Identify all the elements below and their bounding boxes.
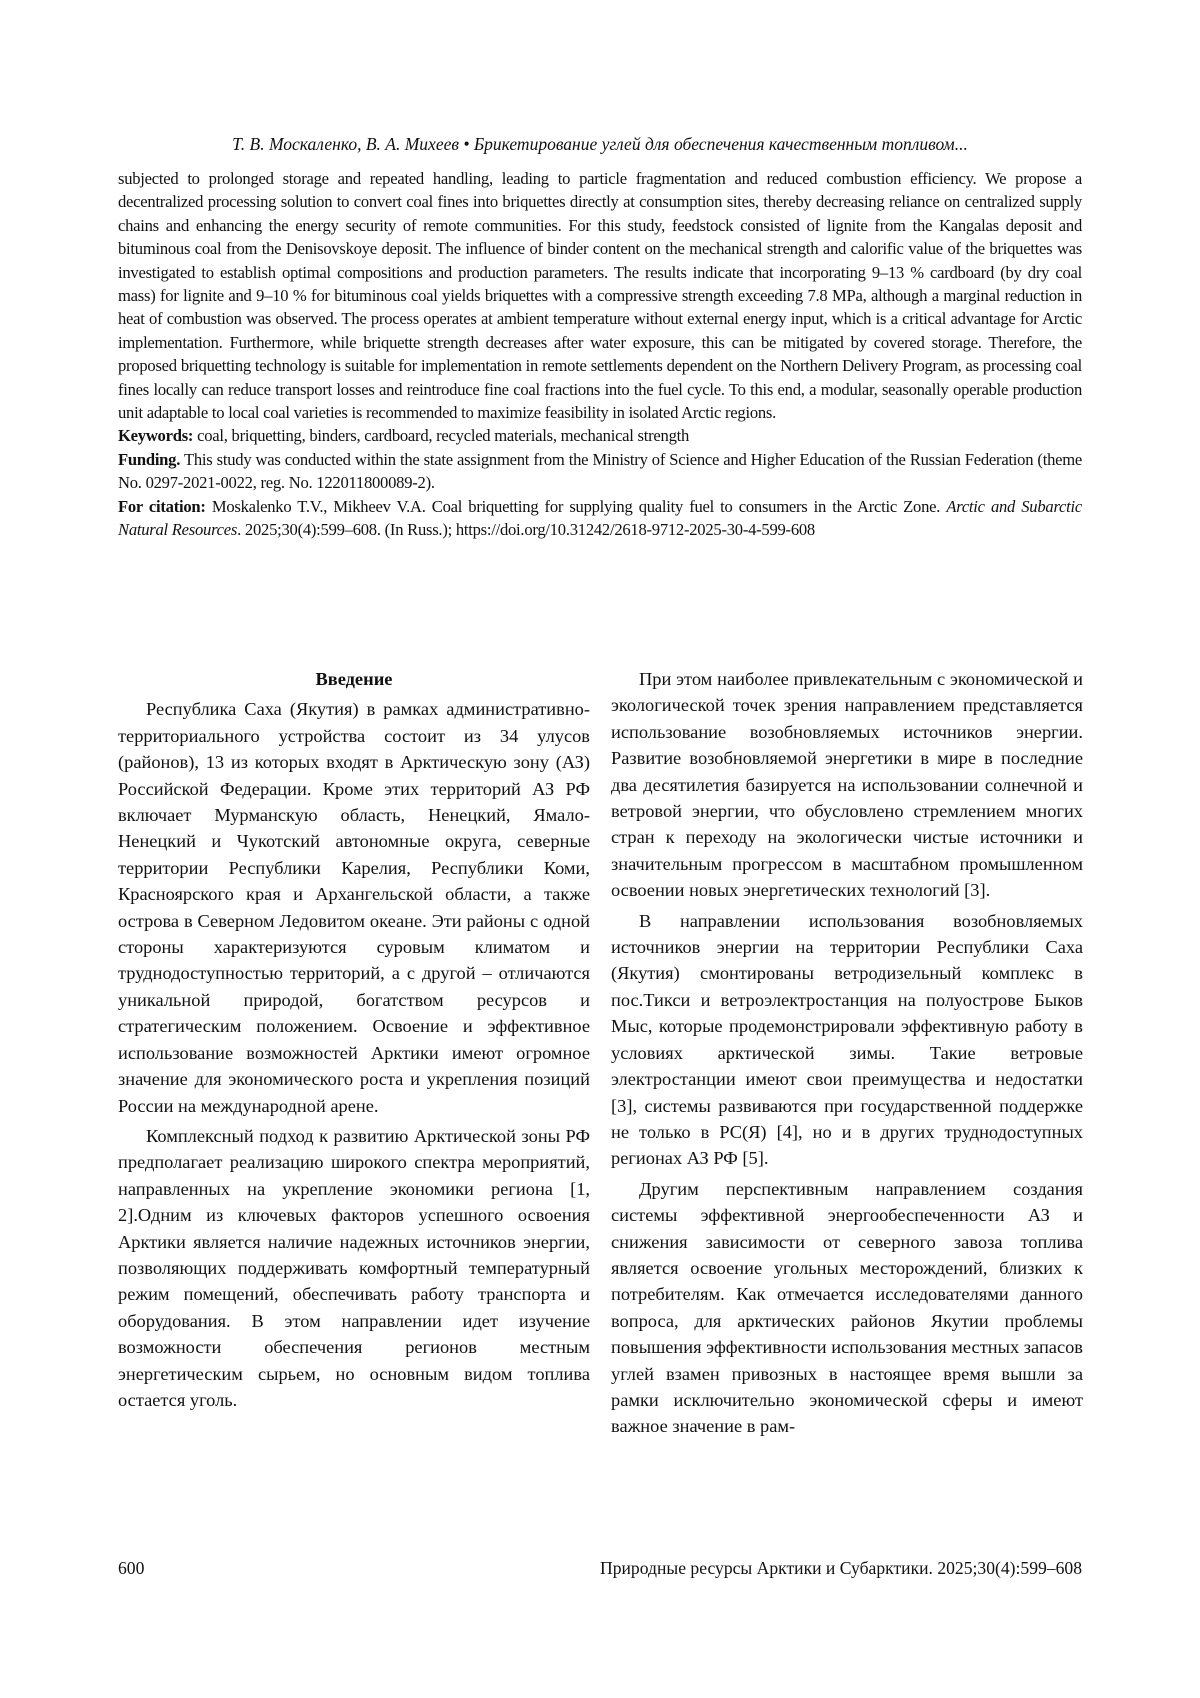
footer-journal-title: Природные ресурсы Арктики и Субарктики. 2025;30(4):599–608 (600, 1558, 1082, 1578)
keywords-label: Keywords: (118, 426, 194, 446)
funding-text: This study was conducted within the state assignment from the Ministry of Science and Higher Education of the Russian Federation (theme No. 0297-2021-0022, reg. No. 122011800089-2). (118, 449, 1082, 493)
right-paragraph: При этом наиболее привлекательным с экономической и экологической точек зрения направлением представляется использование возобновляемых источников энергии. Развитие возобновляемой энергетики в мире в последние два десятилетия базируется на использовании солнечной и ветровой энергии, что обусловлено стремлением многих стран к переходу на экологически чистые источники и значительным прогрессом в масштабном промышленном освоении новых энергетических технологий [3]. (611, 669, 1083, 901)
citation-journal: Arctic and Subarctic Natural Resources (118, 496, 1082, 540)
right-paragraph: В направлении использования возобновляемых источников энергии на территории Республики Саха (Якутия) смонтированы ветродизельный комплекс в пос.Тикси и ветроэлектростанция на полуострове Быков Мыс, которые продемонстрировали эффективную работу в условиях арктической зимы. Такие ветровые электростанции имеют свои преимущества и недостатки [3], системы развиваются при государственной поддержке не только в РС(Я) [4], но и в других труднодоступных регионах АЗ РФ [5]. (611, 910, 1083, 1169)
citation-label: For citation: (118, 496, 206, 516)
right-column (611, 666, 1083, 1444)
running-header: Т. В. Москаленко, В. А. Михеев • Брикетирование углей для обеспечения качественным топливом... (232, 134, 968, 154)
funding-label: Funding. (118, 449, 181, 469)
page-number: 600 (118, 1558, 145, 1578)
abstract-block (118, 167, 1082, 542)
section-heading-introduction: Введение (315, 669, 393, 689)
left-paragraph: Комплексный подход к развитию Арктической зоны РФ предполагает реализацию широкого спектра мероприятий, направленных на укрепление экономики региона [1, 2].Одним из ключевых факторов успешного освоения Арктики является наличие надежных источников энергии, позволяющих поддерживать комфортный температурный режим помещений, обеспечивать работу транспорта и оборудования. В этом направлении идет изучение возможности обеспечения регионов местным энергетическим сырьем, но основным видом топлива остается уголь. (118, 1125, 590, 1410)
citation-authors: Moskalenko T.V., Mikheev V.A. Coal briquetting for supplying quality fuel to consumers in the Arctic Zone. (205, 496, 947, 516)
abstract-body: subjected to prolonged storage and repeated handling, leading to particle fragmentation and reduced combustion efficiency. We propose a decentralized processing solution to convert coal fines into briquettes directly at consumption sites, thereby decreasing reliance on centralized supply chains and enhancing the energy security of remote communities. For this study, feedstock consisted of lignite from the Kangalas deposit and bituminous coal from the Denisovskoye deposit. The influence of binder content on the mechanical strength and calorific value of the briquettes was investigated to establish optimal compositions and production parameters. The results indicate that incorporating 9–13 % cardboard (by dry coal mass) for lignite and 9–10 % for bituminous coal yields briquettes with a compressive strength exceeding 7.8 MPa, although a marginal reduction in heat of combustion was observed. The process operates at ambient temperature without external energy input, which is a critical advantage for Arctic implementation. Furthermore, while briquette strength decreases after water exposure, this can be mitigated by covered storage. Therefore, the proposed briquetting technology is suitable for implementation in remote settlements dependent on the Northern Delivery Program, as processing coal fines locally can reduce transport losses and reintroduce fine coal fractions into the fuel cycle. To this end, a modular, seasonally operable production unit adaptable to local coal varieties is recommended to maximize feasibility in isolated Arctic regions. (118, 169, 1082, 423)
keywords-line (118, 424, 1082, 447)
citation-rest: . 2025;30(4):599–608. (In Russ.); https://doi.org/10.31242/2618-9712-2025-30-4-599-608 (237, 520, 815, 540)
left-paragraph: Республика Саха (Якутия) в рамках административно-территориального устройства состоит из 34 улусов (районов), 13 из которых входят в Арктическую зону (АЗ) Российской Федерации. Кроме этих территорий АЗ РФ включает Мурманскую область, Ненецкий, Ямало-Ненецкий и Чукотский автономные округа, северные территории Республики Карелия, Республики Коми, Красноярского края и Архангельской области, а также острова в Северном Ледовитом океане. Эти районы с одной стороны характеризуются суровым климатом и труднодоступностью территорий, а с другой – отличаются уникальной природой, богатством ресурсов и стратегическим положением. Освоение и эффективное использование возможностей Арктики имеют огромное значение для экономического роста и укрепления позиций России на международной арене. (118, 699, 590, 1116)
funding-line (118, 448, 1082, 495)
right-paragraph: Другим перспективным направлением создания системы эффективной энергообеспеченности АЗ и снижения зависимости от северного завоза топлива является освоение угольных месторождений, близких к потребителям. Как отмечается исследователями данного вопроса, для арктических районов Якутии проблемы повышения эффективности использования местных запасов углей взамен привозных в настоящее время вышли за рамки исключительно экономической сферы и имеют важное значение в рам- (611, 1178, 1083, 1437)
keywords-text: coal, briquetting, binders, cardboard, recycled materials, mechanical strength (193, 426, 690, 446)
citation-line (118, 495, 1082, 542)
left-column (118, 666, 590, 1417)
